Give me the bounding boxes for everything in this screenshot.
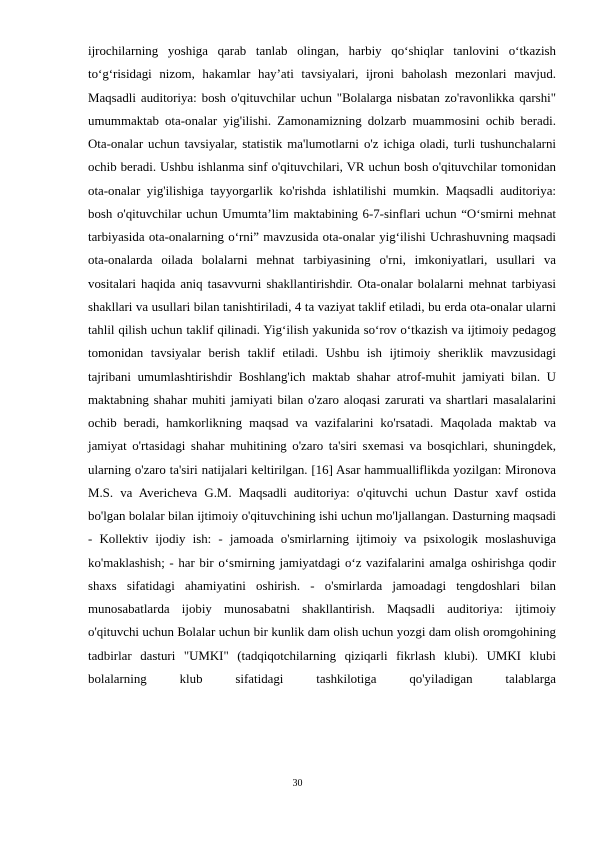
page-number: 30 bbox=[292, 778, 303, 789]
body-paragraph: ijrochilarning yoshiga qarab tanlab olingan, harbiy qo‘shiqlar tanlovini o‘tkazish to‘g‘risidagi nizom, hakamlar hay’ati tavsiyalari, ijroni baholash mezonlari mavjud. Maqsadli auditoriya: bosh o'qituvchilar uchun "Bolalarga nisbatan zo'ravonlikka qarshi" umummaktab ota-onalar yig'ilishi. Zamonamizning dolzarb muammosini ochib beradi. Ota-onalar uchun tavsiyalar, statistik ma'lumotlarni o'z ichiga oladi, turli tushunchalarni ochib beradi. Ushbu ishlanma sinf o'qituvchilari, VR uchun bosh o'qituvchilar tomonidan ota-onalar yig'ilishiga tayyorgarlik ko'rishda ishlatilishi mumkin. Maqsadli auditoriya: bosh o'qituvchilar uchun Umumta’lim maktabining 6-7-sinflari uchun “O‘smirni mehnat tarbiyasida ota-onalarning o‘rni” mavzusida ota-onalar yig‘ilishi Uchrashuvning maqsadi ota-onalarda oilada bolalarni mehnat tarbiyasining o'rni, imkoniyatlari, usullari va vositalari haqida aniq tasavvurni shakllantirishdir. Ota-onalar bolalarni mehnat tarbiyasi shakllari va usullari bilan tanishtiriladi, 4 ta vaziyat taklif etiladi, bu erda ota-onalar ularni tahlil qilish uchun taklif qilinadi. Yig‘ilish yakunida so‘rov o‘tkazish va ijtimoiy pedagog tomonidan tavsiyalar berish taklif etiladi. Ushbu ish ijtimoiy sheriklik mavzusidagi tajribani umumlashtirishdir Boshlang'ich maktab shahar atrof-muhit jamiyati bilan. U maktabning shahar muhiti jamiyati bilan o'zaro aloqasi zarurati va shartlari masalalarini ochib beradi, hamkorlikning maqsad va vazifalarini ko'rsatadi. Maqolada maktab va jamiyat o'rtasidagi shahar muhitining o'zaro ta'siri sxemasi va bosqichlari, shuningdek, ularning o'zaro ta'siri natijalari keltirilgan. [16] Asar hammualliflikda yozilgan: Mironova M.S. va Avericheva G.M. Maqsadli auditoriya: o'qituvchi uchun Dastur xavf ostida bo'lgan bolalar bilan ijtimoiy o'qituvchining ishi uchun mo'ljallangan. Dasturning maqsadi - Kollektiv ijodiy ish: - jamoada o'smirlarning ijtimoiy va psixologik moslashuviga ko'maklashish; - har bir o‘smirning jamiyatdagi o‘z vazifalarini amalga oshirishga qodir shaxs sifatidagi ahamiyatini oshirish. - o'smirlarda jamoadagi tengdoshlari bilan munosabatlarda ijobiy munosabatni shakllantirish. Maqsadli auditoriya: ijtimoiy o'qituvchi uchun Bolalar uchun bir kunlik dam olish uchun yozgi dam olish oromgohining tadbirlar dasturi "UMKI" (tadqiqotchilarning qiziqarli fikrlash klubi). UMKI klubi bolalarning klub sifatidagi tashkilotiga qo'yiladigan talablarga bbox=[88, 44, 556, 686]
